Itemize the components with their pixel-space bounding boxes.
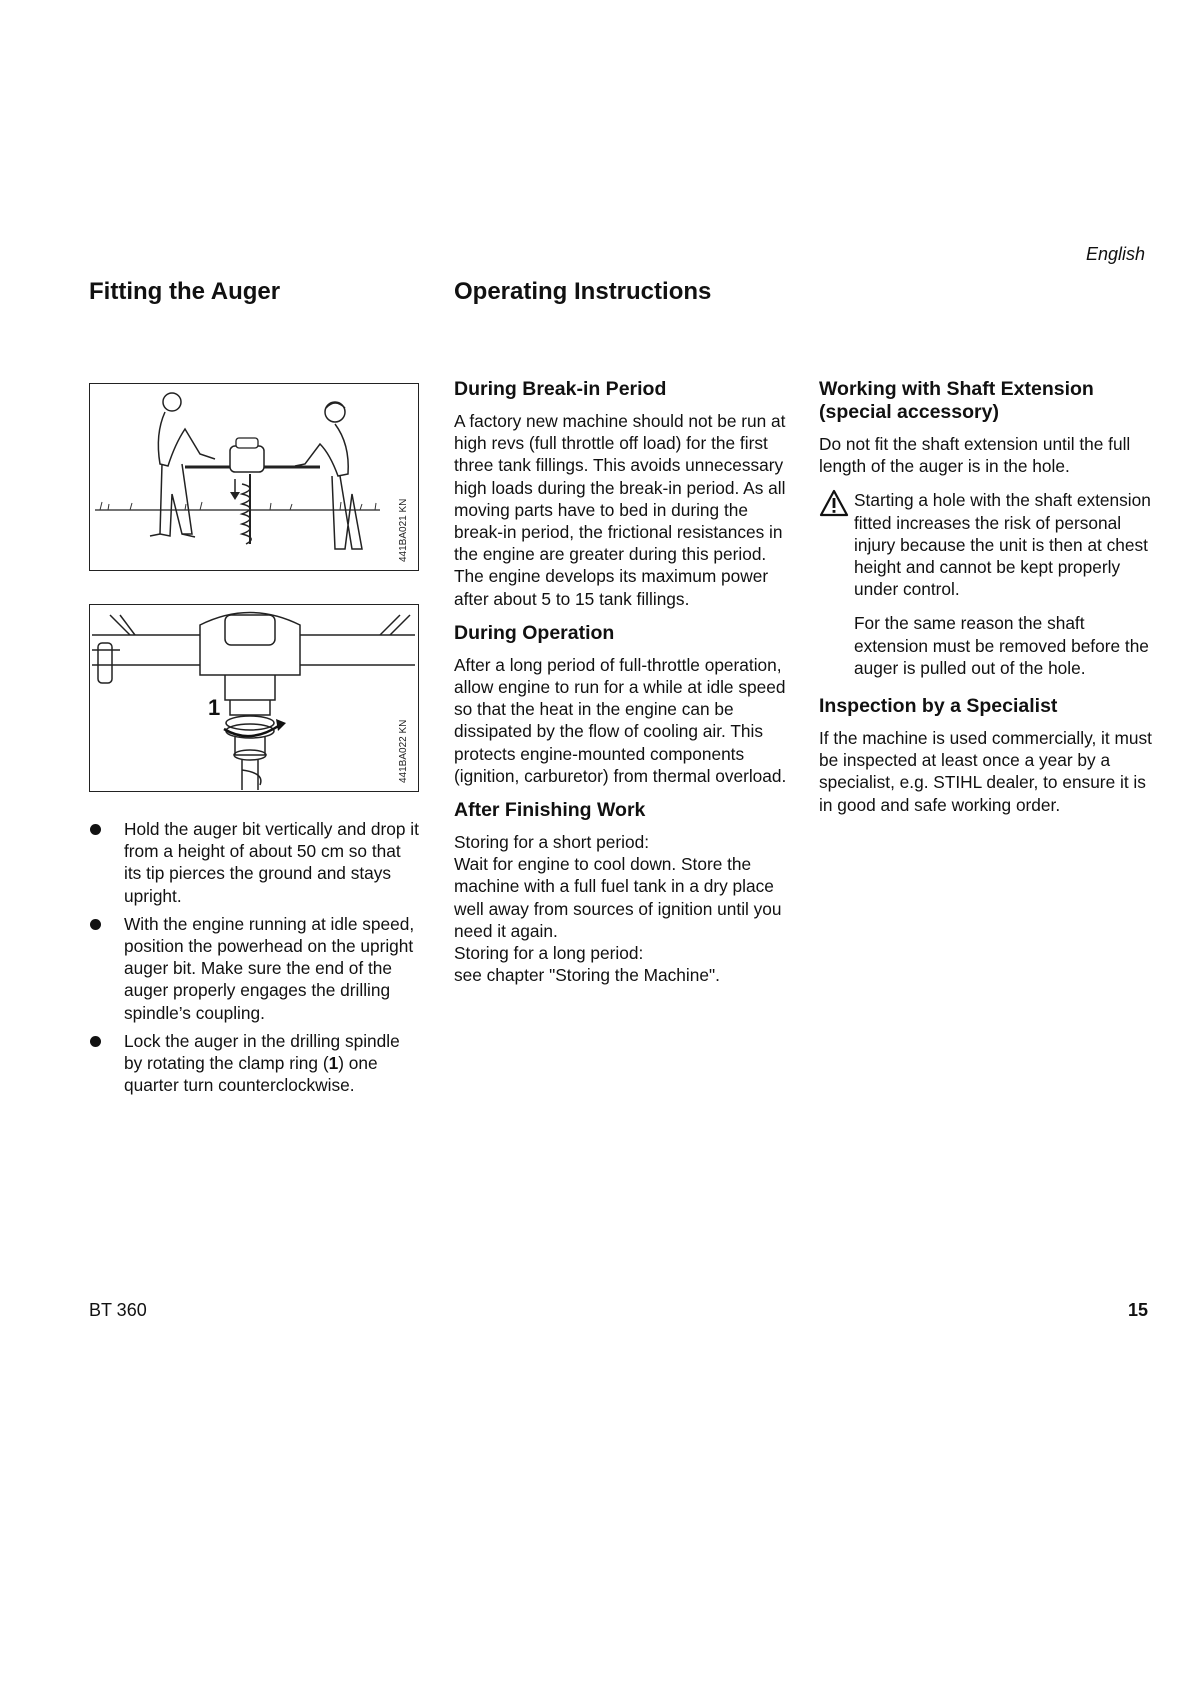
operation-text: After a long period of full-throttle operation, allow engine to run for a while at idle speed so that the heat in the engine can be dissipated by the flow of cooling air. This protects engine-mounted components (ignition, carburetor) from thermal overload.: [454, 654, 787, 786]
heading-shaft-extension: Working with Shaft Extension (special accessory): [819, 378, 1094, 423]
break-in-text: A factory new machine should not be run at high revs (full throttle off load) for the first three tank fillings. This avoids unnecessary high loads during the break-in period. As all moving parts have to bed in during the break-in period, the frictional resistances in the engine are greater during this period. The engine develops its maximum power after about 5 to 15 tank fillings.: [454, 411, 786, 609]
heading-during-operation: During Operation: [454, 621, 615, 644]
figure-code: 441BA021 KN: [398, 498, 409, 562]
language-label: English: [1085, 244, 1145, 264]
warning-block: [819, 489, 1154, 679]
bullet-icon: [90, 824, 101, 835]
fitting-steps-list: [89, 818, 419, 1102]
finishing-text: Storing for a short period: Wait for engine to cool down. Store the machine with a full fuel tank in a dry place well away from sources of ignition until you need it again. Storing for a long period: see chapter "Storing the Machine".: [454, 832, 782, 986]
operating-instructions-body: [454, 378, 789, 998]
section-title-operating-instructions: Operating Instructions: [454, 278, 712, 305]
warning-triangle-icon: [819, 489, 849, 517]
right-column-body: [819, 378, 1154, 828]
inspection-text: If the machine is used commercially, it must be inspected at least once a year by a specialist, e.g. STIHL dealer, to ensure it is in good and safe working order.: [819, 728, 1152, 815]
page-number: 15: [1127, 1300, 1148, 1320]
warning-text-2: For the same reason the shaft extension must be removed before the auger is pulled out of the hole.: [854, 613, 1149, 678]
figure-code: 441BA022 KN: [398, 719, 409, 783]
illustration-clamp-ring: [90, 605, 417, 790]
bullet-icon: [90, 1036, 101, 1047]
list-item: With the engine running at idle speed, position the powerhead on the upright auger bit. Make sure the end of the auger properly engages the drilling spindle’s coupling.: [89, 913, 419, 1024]
shaft-extension-text: Do not fit the shaft extension until the full length of the auger is in the hole.: [819, 434, 1131, 477]
figure-clamp-ring: [89, 604, 419, 792]
heading-after-finishing: After Finishing Work: [454, 799, 646, 822]
callout-number: 1: [208, 695, 221, 720]
list-item: Hold the auger bit vertically and drop it from a height of about 50 cm so that its tip pierces the ground and stays upright.: [89, 818, 419, 907]
model-label: BT 360: [89, 1300, 147, 1320]
warning-text: Starting a hole with the shaft extension fitted increases the risk of personal injury because the unit is then at chest height and cannot be kept properly under control.: [854, 490, 1151, 600]
heading-break-in: During Break-in Period: [454, 378, 667, 400]
bullet-icon: [90, 919, 101, 930]
list-item: Lock the auger in the drilling spindle by rotating the clamp ring (1) one quarter turn counterclockwise.: [89, 1030, 419, 1097]
heading-inspection: Inspection by a Specialist: [819, 695, 1058, 718]
illustration-two-operators-drilling: [90, 384, 417, 569]
figure-two-operators: [89, 383, 419, 571]
section-title-fitting-auger: Fitting the Auger: [89, 278, 281, 305]
